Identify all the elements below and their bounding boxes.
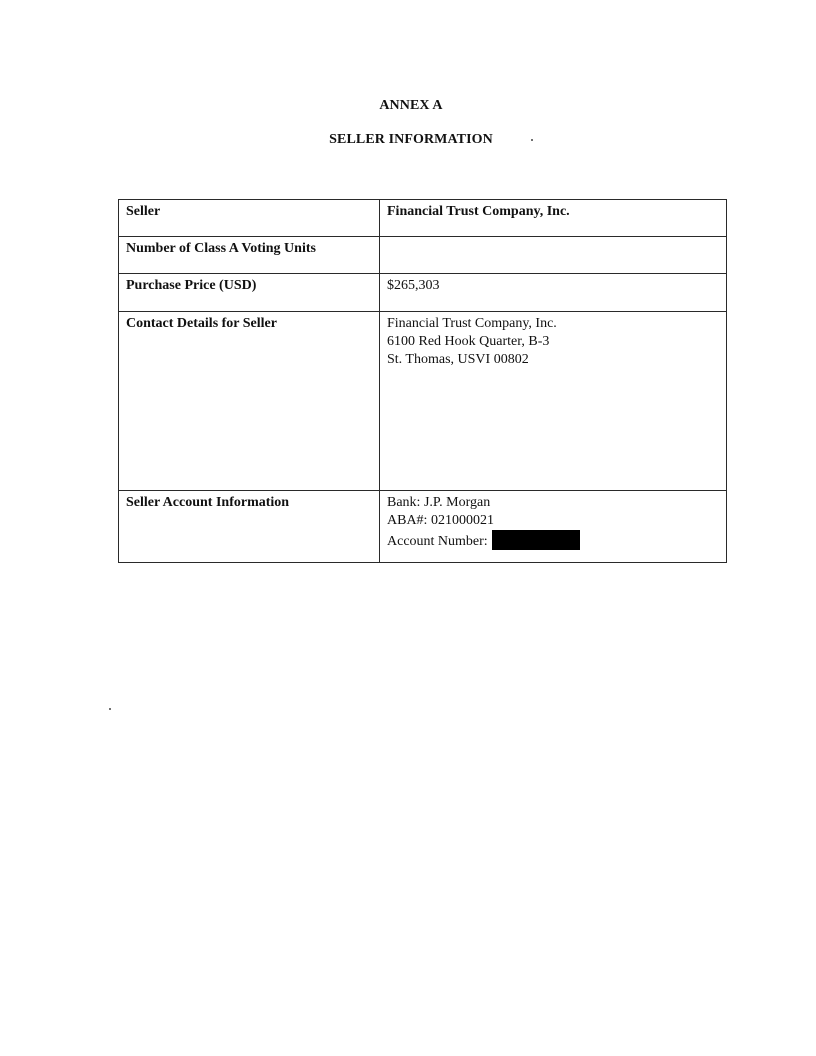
row-label-contact-details: Contact Details for Seller (119, 312, 380, 491)
table-row (119, 312, 727, 491)
redaction-block (492, 530, 580, 550)
contact-street-line: 6100 Red Hook Quarter, B-3 (387, 334, 550, 349)
table-row (119, 491, 727, 563)
row-value-voting-units (380, 237, 727, 274)
table-row (119, 237, 727, 274)
row-label-account-info: Seller Account Information (119, 491, 380, 563)
account-number-line (387, 530, 719, 551)
row-label-seller: Seller (119, 200, 380, 237)
row-value-account-info (380, 491, 727, 563)
row-value-purchase-price: $265,303 (380, 274, 727, 312)
account-aba-line: ABA#: 021000021 (387, 513, 494, 528)
row-label-voting-units: Number of Class A Voting Units (119, 237, 380, 274)
seller-info-table (118, 199, 727, 563)
table-row (119, 200, 727, 237)
account-number-label: Account Number: (387, 534, 488, 549)
scan-speck (109, 708, 111, 710)
table-row (119, 274, 727, 312)
contact-city-line: St. Thomas, USVI 00802 (387, 352, 529, 367)
section-heading: SELLER INFORMATION (329, 132, 493, 147)
contact-company-line: Financial Trust Company, Inc. (387, 316, 557, 331)
annex-heading: ANNEX A (379, 98, 443, 113)
row-label-purchase-price: Purchase Price (USD) (119, 274, 380, 312)
row-value-seller: Financial Trust Company, Inc. (380, 200, 727, 237)
scan-speck (531, 139, 533, 141)
account-bank-line: Bank: J.P. Morgan (387, 495, 491, 510)
row-value-contact-details (380, 312, 727, 491)
